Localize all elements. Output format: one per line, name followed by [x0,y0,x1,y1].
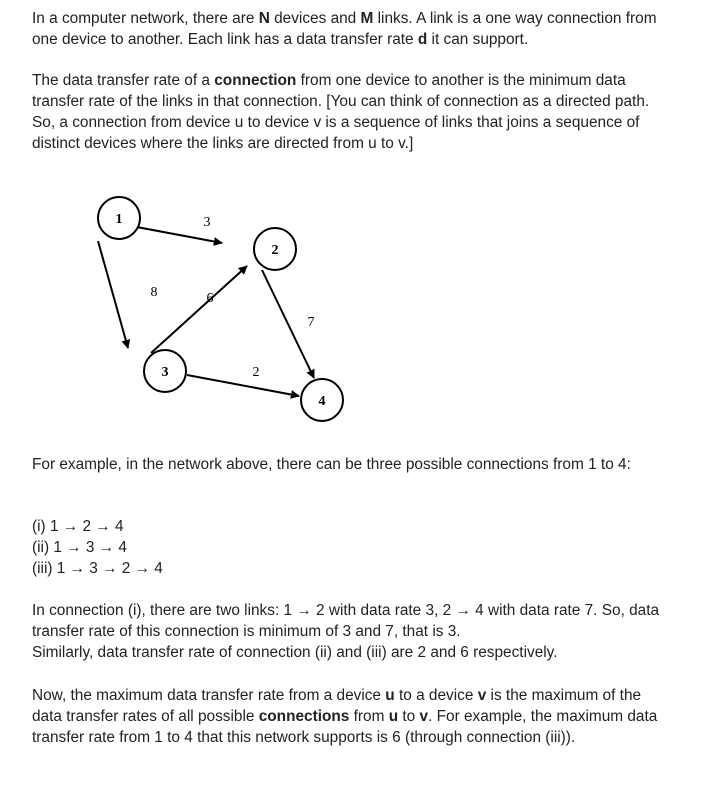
text: from one device to another is the minimum data transfer rate of the links in that connection. [You can think of connection as a directed path. So, a connection from device u to device v is a sequence of links that joins a sequence of distinct devices where the links are directed from u to v.] [32,72,650,152]
edge-label-3-2: 6 [206,291,214,306]
text: to a device [394,687,478,704]
connection-item: (ii) 1 → 3 → 4 [32,539,127,556]
node-1 [98,197,140,239]
text: it can support. [427,31,529,48]
edge-label-2-4: 7 [307,315,315,330]
max-rate-paragraph [32,685,672,748]
node-3 [144,350,186,392]
node-label-2: 2 [271,243,279,258]
text: . For example, the maximum data transfer rate from 1 to 4 that this network supports is 6 (through connection (iii)). [32,708,658,746]
edge-label-1-3: 8 [150,285,158,300]
v-variable: v [419,708,429,725]
example-paragraph: For example, in the network above, there can be three possible connections from 1 to 4: [32,456,631,473]
edge-1-3 [98,241,128,348]
node-label-1: 1 [115,212,123,227]
text: is the maximum of the data transfer rates of all possible [32,687,642,725]
node-label-3: 3 [161,365,169,380]
node-label-4: 4 [318,394,326,409]
text: links. A link is a one way connection from one device to another. Each link has a data transfer rate [32,10,657,48]
edge-3-4 [187,375,299,396]
connections-list [32,516,672,579]
text: from [349,708,389,725]
intro-paragraph [32,8,672,50]
explanation-line: In connection (i), there are two links: 1 → 2 with data rate 3, 2 → 4 with data rate 7. So, data transfer rate of this connection is minimum of 3 and 7, that is 3. [32,602,660,640]
edge-label-1-2: 3 [203,215,211,230]
edge-2-4 [262,270,314,378]
connection-term: connection [214,72,297,89]
connections-term: connections [258,708,350,725]
explanation-line: Similarly, data transfer rate of connection (ii) and (iii) are 2 and 6 respectively. [32,644,558,661]
devices-variable: N [258,10,270,27]
edge-3-2 [151,266,247,353]
explanation-paragraph [32,600,672,663]
network-graph [82,186,382,436]
node-4 [301,379,343,421]
text: In a computer network, there are [32,10,259,27]
node-2 [254,228,296,270]
links-variable: M [360,10,374,27]
edge-label-3-4: 2 [252,365,260,380]
u-variable: u [388,708,399,725]
text: to [398,708,420,725]
connection-item: (i) 1 → 2 → 4 [32,518,124,535]
text: devices and [269,10,361,27]
rate-variable: d [417,31,428,48]
u-variable: u [385,687,395,704]
connection-definition-paragraph [32,70,672,154]
text: Now, the maximum data transfer rate from a device [32,687,386,704]
v-variable: v [477,687,487,704]
connection-item: (iii) 1 → 3 → 2 → 4 [32,560,163,577]
text: The data transfer rate of a [32,72,215,89]
